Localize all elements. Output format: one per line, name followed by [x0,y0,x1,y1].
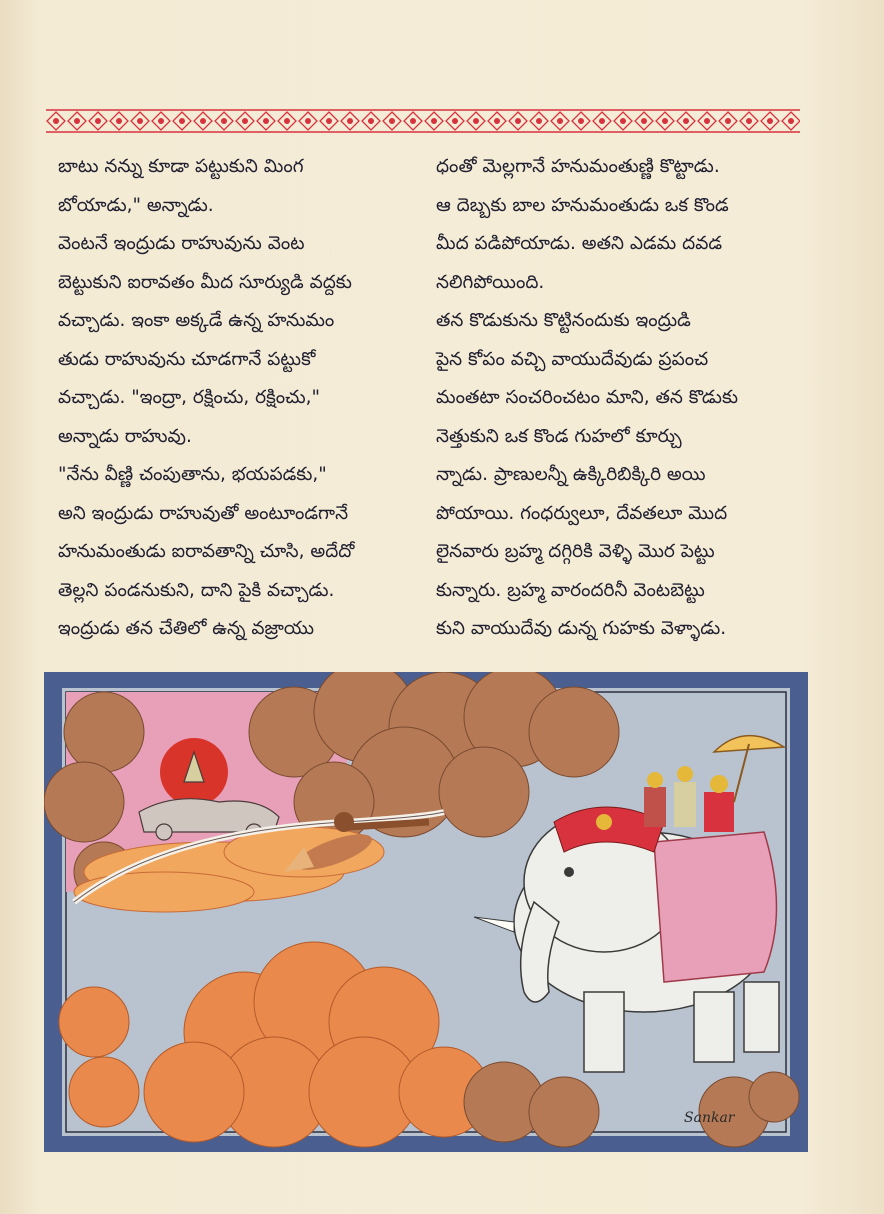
elephant-drape [654,832,777,982]
border-star [116,118,122,124]
border-star [452,118,458,124]
border-star [53,118,59,124]
border-star [704,118,710,124]
border-star [95,118,101,124]
border-star [179,118,185,124]
border-star [473,118,479,124]
border-star [137,118,143,124]
border-star [662,118,668,124]
border-star [158,118,164,124]
border-star [767,118,773,124]
border-star [284,118,290,124]
border-star [368,118,374,124]
border-star [74,118,80,124]
border-star [326,118,332,124]
indra-and-riders [644,766,734,832]
border-star [242,118,248,124]
border-star [410,118,416,124]
border-star [725,118,731,124]
border-star [641,118,647,124]
text-column-left: బాటు నన్ను కూడా పట్టుకుని మింగ బోయాడు," అన్నాడు. వెంటనే ఇంద్రుడు రాహువును వెంట బెట్టుకుని ఐరావతం మీద సూర్యుడి వద్దకు వచ్చాడు. ఇంకా అక్కడే ఉన్న హనుమం తుడు రాహువును చూడగానే పట్టుకో వచ్చాడు. "ఇంద్రా, రక్షించు, రక్షించు," అన్నాడు రాహువు. "నేను వీణ్ణి చంపుతాను, భయపడకు," అని ఇంద్రుడు రాహువుతో అంటూండగానే హనుమంతుడు ఐరావతాన్ని చూసి, అదేదో తెల్లని పండనుకుని, దాని పైకి వచ్చాడు. ఇంద్రుడు తన చేతిలో ఉన్న వజ్రాయు [58,156,355,639]
border-star [746,118,752,124]
artist-signature: Sankar [684,1110,735,1126]
border-star [620,118,626,124]
border-star [431,118,437,124]
border-star [578,118,584,124]
border-star [494,118,500,124]
border-star [200,118,206,124]
border-star [347,118,353,124]
border-star [536,118,542,124]
border-star [515,118,521,124]
border-star [305,118,311,124]
border-star [389,118,395,124]
border-star [557,118,563,124]
story-illustration [44,672,808,1152]
border-star [263,118,269,124]
border-star [788,118,794,124]
text-column-right: ధంతో మెల్లగానే హనుమంతుణ్ణి కొట్టాడు. ఆ దెబ్బకు బాల హనుమంతుడు ఒక కొండ మీద పడిపోయాడు. అతని ఎడమ దవడ నలిగిపోయింది. తన కొడుకును కొట్టినందుకు ఇంద్రుడి పైన కోపం వచ్చి వాయుదేవుడు ప్రపంచ మంతటా సంచరించటం మాని, తన కొడుకు నెత్తుకుని ఒక కొండ గుహలో కూర్చు న్నాడు. ప్రాణులన్నీ ఉక్కిరిబిక్కిరి అయి పోయాయి. గంధర్వులూ, దేవతలూ మొద లైనవారు బ్రహ్మ దగ్గిరికి వెళ్ళి మొర పెట్టు కున్నారు. బ్రహ్మ వారందరినీ వెంటబెట్టు కుని వాయుదేవు డున్న గుహకు వెళ్ళాడు. [436,156,739,639]
border-star [221,118,227,124]
border-star [683,118,689,124]
border-star [599,118,605,124]
decorative-border-strip [46,108,800,134]
